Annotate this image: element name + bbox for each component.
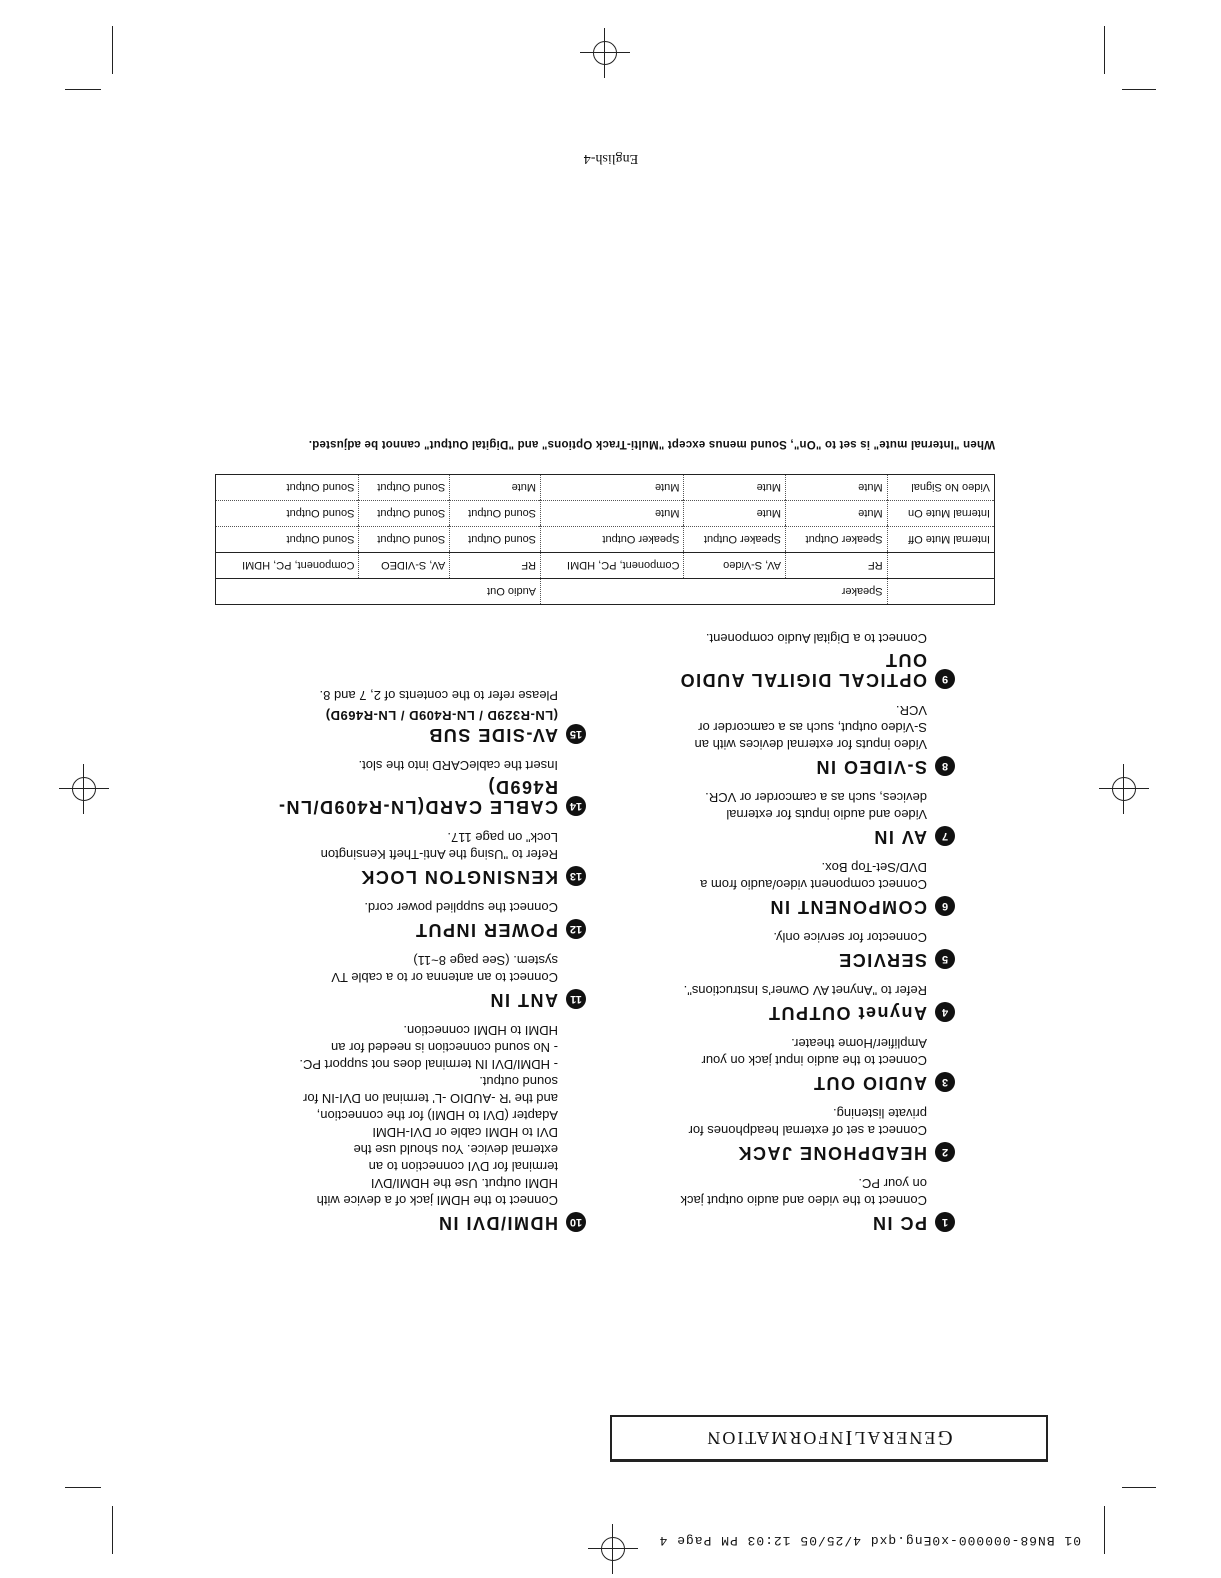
page-number: English-4 — [583, 151, 639, 166]
item-heading — [625, 756, 955, 777]
item-heading — [625, 1002, 955, 1023]
table-cell: Mute — [684, 475, 786, 501]
crop-mark — [1122, 89, 1156, 90]
table-row — [216, 527, 995, 553]
file-slug: 01 BN68-000000-x0Eng.qxd 4/25/05 12:03 PM Page 4 — [658, 1533, 1081, 1548]
item-model-note: (LN-R329D / LN-R409D / LN-R469D) — [325, 708, 558, 723]
item-title: PC IN — [871, 1213, 927, 1233]
table-cell: Mute — [786, 475, 888, 501]
source-cell: AV, S-Video — [684, 553, 786, 579]
item-description: Connect the supplied power cord. — [364, 900, 558, 915]
table-cell: Speaker Output — [684, 527, 786, 553]
item-heading — [625, 949, 955, 970]
row-label: Internal Mute Off — [887, 527, 994, 553]
table-cell: Mute — [541, 501, 684, 527]
group-header-audio-out: Audio Out — [216, 579, 541, 605]
table-cell: Sound Output — [450, 527, 541, 553]
table-cell: Sound Output — [216, 501, 360, 527]
list-item — [625, 702, 955, 777]
registration-mark-icon — [72, 777, 96, 801]
section-header-text: NFORMATION — [705, 1428, 844, 1449]
item-number-badge: 3 — [935, 1072, 955, 1092]
item-description: Refer to "Anynet AV Owner's Instructions". — [683, 983, 927, 998]
table-note: When "Internal mute" is set to "On", Sound menus except "Multi-Track Options" and "Digital Output" cannot be adjusted. — [308, 438, 995, 450]
crop-mark — [1104, 1506, 1105, 1554]
crop-mark — [112, 1506, 113, 1554]
source-cell: RF — [786, 553, 888, 579]
table-cell: Sound Output — [216, 527, 360, 553]
item-title: OPTICAL DIGITAL AUDIO OUT — [679, 650, 927, 690]
row-label: Internal Mute On — [887, 501, 994, 527]
list-item — [625, 1175, 955, 1233]
section-header-text: ENERAL — [852, 1428, 936, 1449]
item-description: Connect to the video and audio output jack on your PC. — [680, 1176, 927, 1208]
item-title: ANT IN — [489, 990, 558, 1010]
item-description: Please refer to the contents of 2, 7 and 8. — [319, 688, 558, 703]
crop-mark — [1104, 26, 1105, 74]
section-header — [610, 1415, 1048, 1462]
list-item — [256, 687, 586, 745]
item-title: CABLE CARD(LN-R409D/LN-R469D) — [277, 777, 558, 817]
item-heading — [625, 896, 955, 917]
section-header-cap: I — [843, 1426, 853, 1451]
table-cell: Sound Output — [216, 475, 360, 501]
section-header-cap: G — [935, 1426, 953, 1451]
table-row — [216, 475, 995, 501]
table-source-row — [216, 553, 995, 579]
item-number-badge: 14 — [566, 796, 586, 816]
registration-mark-icon — [593, 41, 617, 65]
item-description: Connect to the audio input jack on your Amplifier/Home theater. — [701, 1036, 927, 1068]
item-heading — [625, 1212, 955, 1233]
item-title: Anynet OUTPUT — [767, 1003, 927, 1023]
item-title: HDMI/DVI IN — [437, 1213, 558, 1233]
table-cell: Sound Output — [359, 527, 450, 553]
item-heading — [256, 1212, 586, 1233]
source-cell: AV, S-VIDEO — [359, 553, 450, 579]
list-item — [256, 1022, 586, 1233]
item-heading — [256, 724, 586, 745]
item-description: Connect a set of external headphones for private listening. — [688, 1106, 927, 1138]
source-cell: Component, PC, HDMI — [541, 553, 684, 579]
item-description: Connect to an antenna or to a cable TV system. (See page 8~11) — [331, 953, 558, 985]
item-number-badge: 12 — [566, 919, 586, 939]
item-number-badge: 11 — [566, 989, 586, 1009]
item-title: POWER INPUT — [414, 920, 558, 940]
group-header-speaker: Speaker — [541, 579, 888, 605]
item-title: HEADPHONE JACK — [736, 1143, 927, 1163]
table-cell: Sound Output — [359, 475, 450, 501]
crop-mark — [1122, 1487, 1156, 1488]
item-number-badge: 13 — [566, 866, 586, 886]
table-cell: Mute — [541, 475, 684, 501]
item-title: AV-SIDE SUB — [427, 725, 558, 745]
item-number-badge: 15 — [566, 724, 586, 744]
list-item — [256, 757, 586, 817]
item-heading — [256, 919, 586, 940]
item-title: COMPONENT IN — [768, 897, 927, 917]
table-cell: Sound Output — [450, 501, 541, 527]
table-cell: Mute — [786, 501, 888, 527]
item-number-badge: 6 — [935, 896, 955, 916]
list-item — [256, 829, 586, 887]
crop-mark — [65, 89, 101, 90]
item-title: KENSINGTON LOCK — [359, 867, 558, 887]
item-description: Connect to a Digital Audio component. — [705, 631, 927, 646]
item-number-badge: 2 — [935, 1142, 955, 1162]
item-heading — [256, 866, 586, 887]
list-item — [256, 899, 586, 940]
item-description: Video inputs for external devices with an S-Video output, such as a camcorder or VCR. — [694, 703, 927, 752]
item-number-badge: 7 — [935, 826, 955, 846]
table-header-row — [216, 579, 995, 605]
table-cell: Speaker Output — [541, 527, 684, 553]
left-column — [625, 618, 955, 1233]
item-description: Connect to the HDMI jack of a device with HDMI output. Use the HDMI/DVI terminal for DVI connection to an external device. You should use the DVI to HDMI cable or DVI-HDMI Adapter (DVI to HDMI) for the connection, and the 'R -AUDIO -L' terminal on DVI-IN for sound output. - HDMI/DVI IN terminal does not support PC. - No sound connection is needed for an HDMI to HDMI connection. — [299, 1023, 558, 1208]
table-cell: Mute — [450, 475, 541, 501]
item-description: Video and audio inputs for external devices, such as a camcorder or VCR. — [705, 790, 927, 822]
table-corner-cell — [887, 579, 994, 605]
crop-mark — [112, 26, 113, 74]
item-number-badge: 1 — [935, 1212, 955, 1232]
item-number-badge: 10 — [566, 1212, 586, 1232]
item-heading — [625, 650, 955, 690]
item-number-badge: 5 — [935, 949, 955, 969]
list-item — [625, 1105, 955, 1163]
item-heading — [256, 989, 586, 1010]
list-item — [625, 982, 955, 1023]
item-description: Connect component video/audio from a DVD/Set-Top Box. — [700, 860, 927, 892]
source-cell: RF — [450, 553, 541, 579]
item-title: SERVICE — [837, 950, 927, 970]
table-corner-cell — [887, 553, 994, 579]
item-title: AUDIO OUT — [812, 1073, 927, 1093]
item-title: S-VIDEO IN — [814, 757, 927, 777]
item-number-badge: 4 — [935, 1002, 955, 1022]
item-number-badge: 8 — [935, 756, 955, 776]
item-description: Connector for service only. — [773, 930, 927, 945]
item-heading — [625, 826, 955, 847]
item-heading — [256, 777, 586, 817]
table-cell: Speaker Output — [786, 527, 888, 553]
registration-mark-icon — [601, 1537, 625, 1561]
list-item — [625, 929, 955, 970]
registration-mark-icon — [1112, 777, 1136, 801]
crop-mark — [65, 1487, 101, 1488]
table-cell: Mute — [684, 501, 786, 527]
source-cell: Component, PC, HDMI — [216, 553, 360, 579]
list-item — [625, 789, 955, 847]
audio-output-table — [215, 474, 995, 605]
item-description: Refer to "Using the Anti-Theft Kensington Lock" on page 117. — [320, 830, 558, 862]
item-heading — [625, 1072, 955, 1093]
row-label: Video No Signal — [887, 475, 994, 501]
item-heading — [625, 1142, 955, 1163]
item-title: AV IN — [872, 827, 927, 847]
table-row — [216, 501, 995, 527]
list-item — [625, 859, 955, 917]
item-description: Insert the cableCARD into the slot. — [358, 758, 558, 773]
item-number-badge: 9 — [935, 669, 955, 689]
table-cell: Sound Output — [359, 501, 450, 527]
list-item — [625, 630, 955, 690]
list-item — [256, 952, 586, 1010]
list-item — [625, 1035, 955, 1093]
right-column — [256, 675, 586, 1233]
